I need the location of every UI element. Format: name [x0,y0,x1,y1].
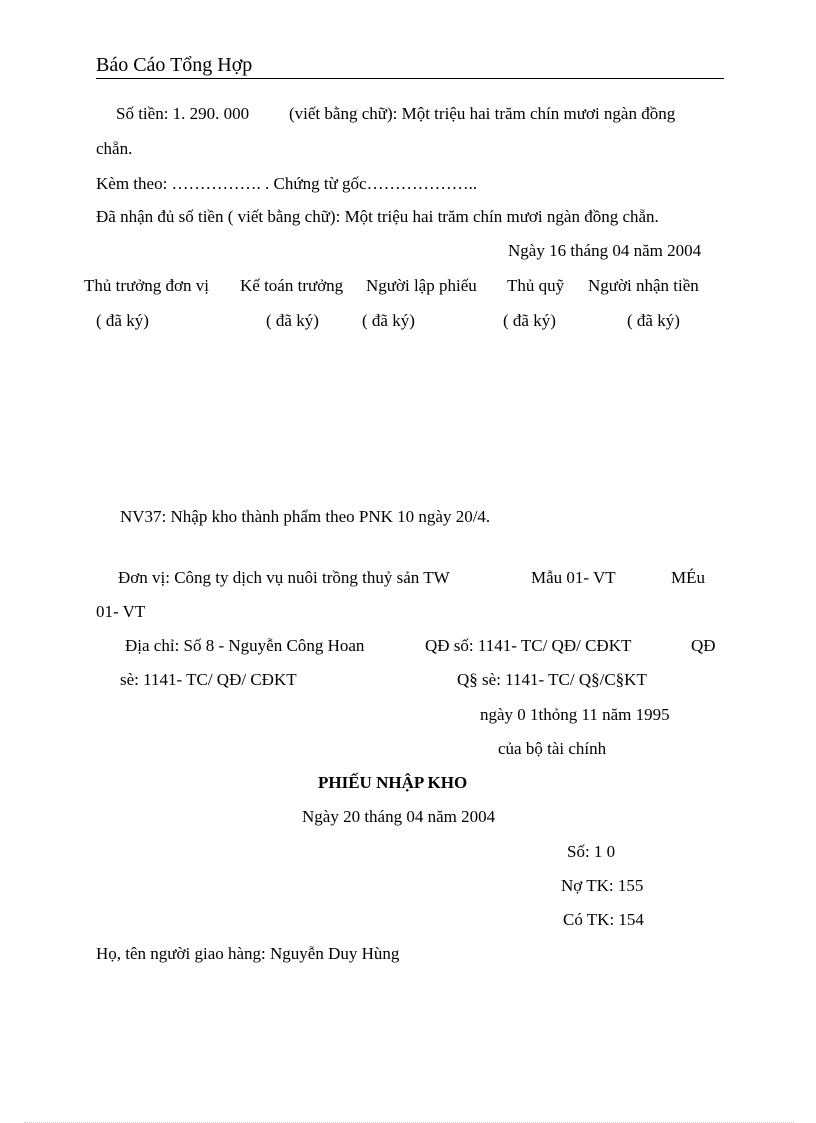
transaction-nv37: NV37: Nhập kho thành phẩm theo PNK 10 ngày 20/4. [120,507,491,526]
attached-documents-line: Kèm theo: ……………. . Chứng từ gốc……………….. [96,174,478,193]
signer-role-cashier: Thủ quỹ [507,276,565,295]
slip-title: PHIẾU NHẬP KHO [318,773,468,792]
debit-account: Nợ TK: 155 [561,876,644,895]
decision-number-duplicate: QĐ [691,636,716,655]
decision-number: QĐ số: 1141- TC/ QĐ/ CĐKT [425,636,632,655]
form-code-duplicate: MÉu [671,568,705,587]
decision-issuer: của bộ tài chính [498,739,607,758]
header-divider [96,78,724,79]
signer-role-unit-head: Thủ trưởng đơn vị [84,276,209,295]
signer-status-unit-head: ( đã ký) [96,311,149,330]
slip-date: Ngày 20 tháng 04 năm 2004 [302,807,496,826]
amount-in-words-continued: chẵn. [96,139,133,158]
deliverer-name-line: Họ, tên người giao hàng: Nguyễn Duy Hùng [96,944,400,963]
receipt-date: Ngày 16 tháng 04 năm 2004 [508,241,702,260]
received-amount-line: Đã nhận đủ số tiền ( viết bằng chữ): Một triệu hai trăm chín mươi ngàn đồng chẵn. [96,207,659,226]
form-code-duplicate-continued: 01- VT [96,602,146,621]
decision-date: ngày 0 1thỏng 11 năm 1995 [480,705,670,724]
slip-number: Số: 1 0 [567,842,616,861]
page-header-title: Báo Cáo Tổng Hợp [96,54,253,76]
decision-number-duplicate-continued: sè: 1141- TC/ QĐ/ CĐKT [120,670,297,689]
form-code: Mẫu 01- VT [531,568,616,587]
decision-number-garbled: Q§ sè: 1141- TC/ Q§/C§KT [457,670,647,689]
credit-account: Có TK: 154 [563,910,644,929]
amount-in-words: (viết bằng chữ): Một triệu hai trăm chín mươi ngàn đồng [289,104,676,123]
amount-label: Số tiền: 1. 290. 000 [116,104,250,123]
signer-status-cashier: ( đã ký) [503,311,556,330]
signer-status-preparer: ( đã ký) [362,311,415,330]
unit-line: Đơn vị: Công ty dịch vụ nuôi trồng thuỷ sản TW [118,568,450,587]
signer-role-receiver: Người nhận tiền [588,276,699,295]
signer-role-preparer: Người lập phiếu [366,276,477,295]
signer-status-chief-accountant: ( đã ký) [266,311,319,330]
address-line: Địa chỉ: Số 8 - Nguyễn Công Hoan [125,636,365,655]
signer-status-receiver: ( đã ký) [627,311,680,330]
signer-role-chief-accountant: Kế toán trưởng [240,276,344,295]
